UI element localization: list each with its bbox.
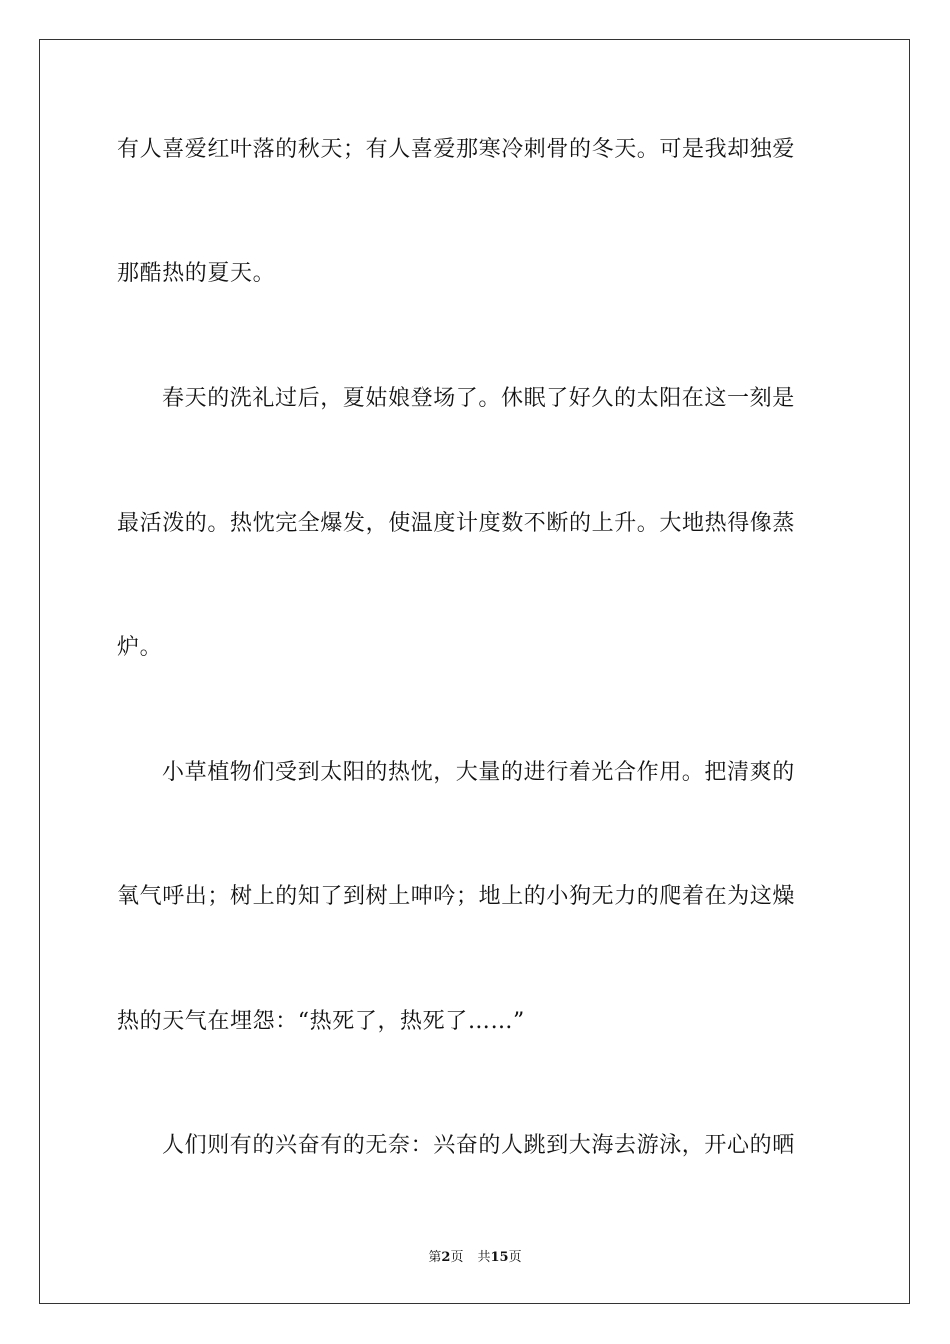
footer-page-suffix: 页 bbox=[450, 1250, 464, 1265]
text-line-4: 最活泼的。热忱完全爆发，使温度计度数不断的上升。大地热得像蒸 bbox=[117, 511, 796, 536]
footer-total-prefix: 共 bbox=[477, 1250, 491, 1265]
text-line-3: 春天的洗礼过后，夏姑娘登场了。休眠了好久的太阳在这一刻是 bbox=[162, 386, 795, 411]
text-line-9: 人们则有的兴奋有的无奈：兴奋的人跳到大海去游泳，开心的晒 bbox=[162, 1133, 795, 1158]
text-line-2: 那酷热的夏天。 bbox=[117, 261, 276, 286]
text-line-8: 热的天气在埋怨：“热死了，热死了……” bbox=[117, 1009, 525, 1034]
text-line-1: 有人喜爱红叶落的秋天；有人喜爱那寒冷刺骨的冬天。可是我却独爱 bbox=[117, 137, 796, 162]
footer-total-pages: 15 bbox=[490, 1250, 509, 1265]
page-footer bbox=[0, 1246, 950, 1265]
text-line-7: 氧气呼出；树上的知了到树上呻吟；地上的小狗无力的爬着在为这燥 bbox=[117, 884, 796, 909]
footer-total-suffix: 页 bbox=[508, 1250, 522, 1265]
footer-prefix: 第 bbox=[428, 1250, 442, 1265]
text-line-6: 小草植物们受到太阳的热忱，大量的进行着光合作用。把清爽的 bbox=[162, 760, 795, 785]
page-border bbox=[39, 39, 910, 1304]
text-line-5: 炉。 bbox=[117, 635, 163, 660]
footer-page-number: 2 bbox=[441, 1250, 451, 1265]
